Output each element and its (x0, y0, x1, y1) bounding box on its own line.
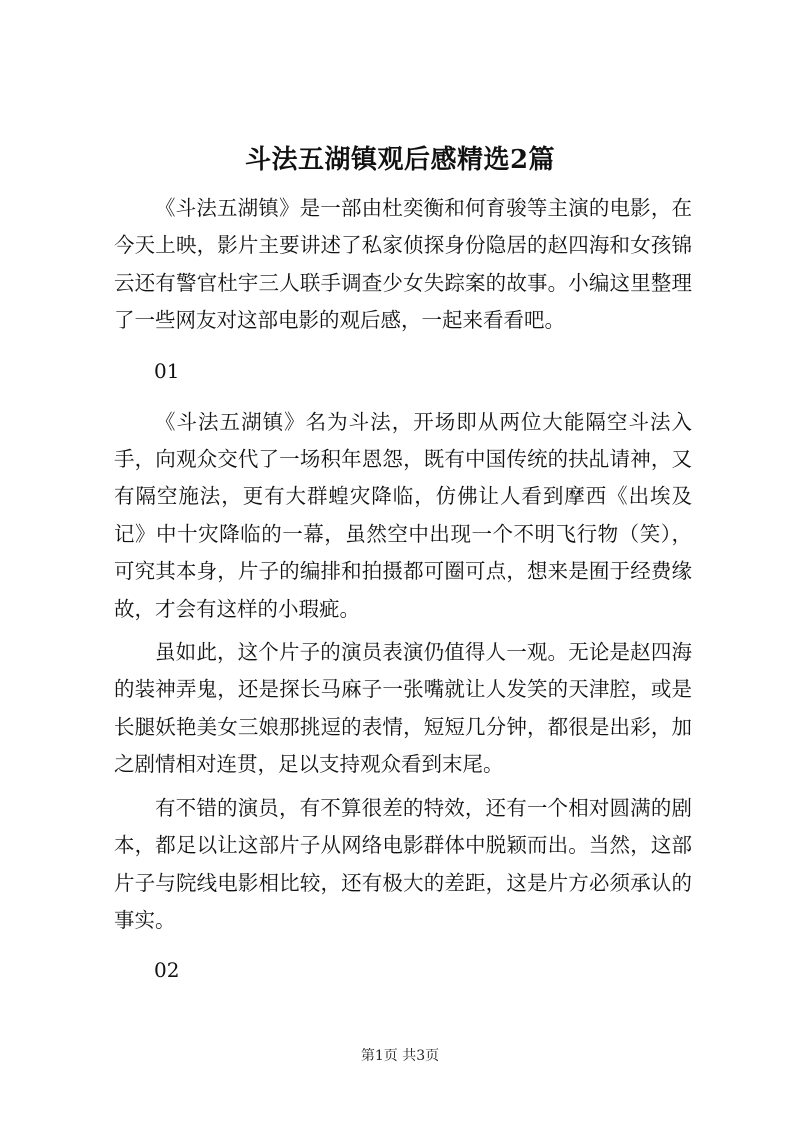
body-paragraph: 有不错的演员，有不算很差的特效，还有一个相对圆满的剧本，都足以让这部片子从网络电影群体中脱颖而出。当然，这部片子与院线电影相比较，还有极大的差距，这是片方必须承认的事实。 (114, 795, 692, 932)
body-paragraph: 虽如此，这个片子的演员表演仍值得人一观。无论是赵四海的装神弄鬼，还是探长马麻子一张嘴就让人发笑的天津腔，或是长腿妖艳美女三娘那挑逗的表情，短短几分钟，都很是出彩，加之剧情相对连贯，足以支持观众看到末尾。 (114, 640, 692, 777)
intro-paragraph: 《斗法五湖镇》是一部由杜奕衡和何育骏等主演的电影，在今天上映，影片主要讲述了私家侦探身份隐居的赵四海和女孩锦云还有警官杜宇三人联手调查少女失踪案的故事。小编这里整理了一些网友对这部电影的观后感，一起来看看吧。 (114, 196, 692, 333)
document-title: 斗法五湖镇观后感精选2篇 (244, 145, 556, 175)
document-body (114, 190, 692, 989)
body-paragraph: 《斗法五湖镇》名为斗法，开场即从两位大能隔空斗法入手，向观众交代了一场积年恩怨，既有中国传统的扶乩请神，又有隔空施法，更有大群蝗灾降临，仿佛让人看到摩西《出埃及记》中十灾降临的一幕，虽然空中出现一个不明飞行物（笑），可究其本身，片子的编排和拍摄都可圈可点，想来是囿于经费缘故，才会有这样的小瑕疵。 (114, 409, 692, 621)
section-number: 02 (154, 958, 180, 983)
page-footer: 第1页 共3页 (360, 1048, 440, 1064)
section-number: 01 (154, 358, 180, 383)
